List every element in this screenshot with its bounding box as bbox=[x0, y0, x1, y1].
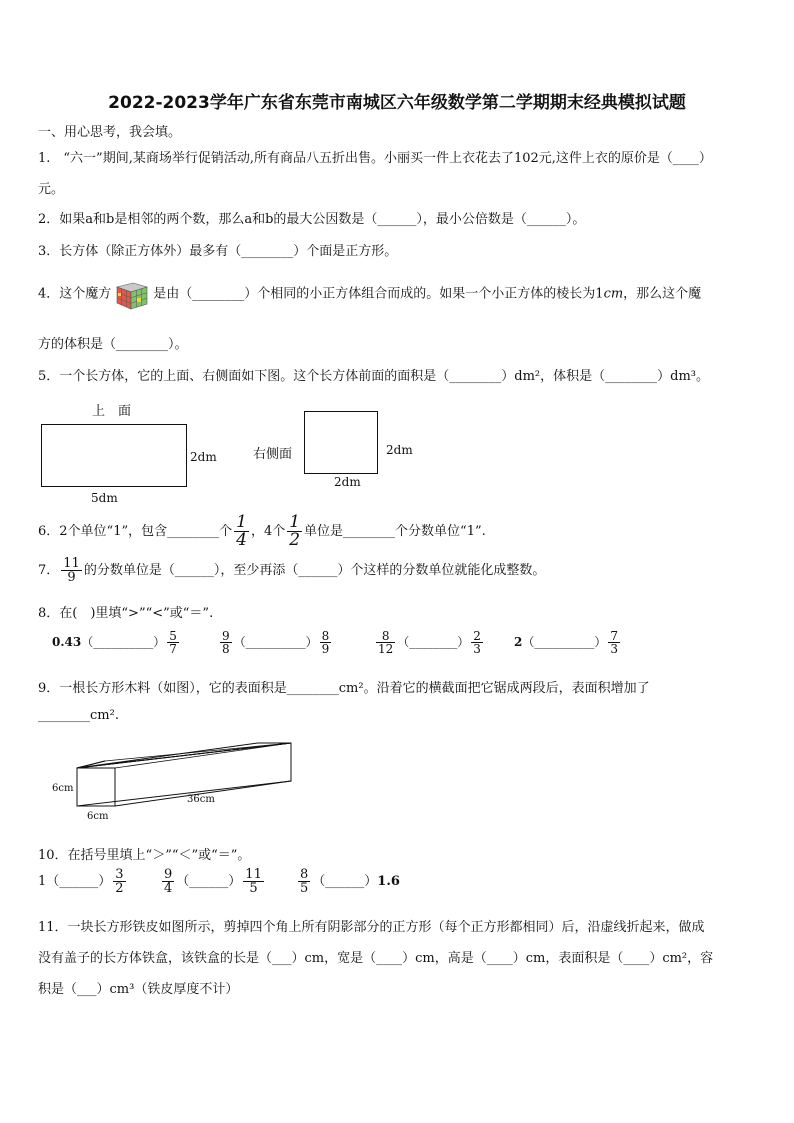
right-face-height-label: 2dm bbox=[386, 443, 413, 457]
fraction-denominator: 8 bbox=[222, 642, 230, 656]
question-7 bbox=[38, 557, 545, 584]
fraction-denominator: 5 bbox=[300, 881, 309, 896]
beam-height-label: 6cm bbox=[52, 783, 74, 794]
number-right: 1.6 bbox=[377, 874, 400, 889]
question-8-item-2 bbox=[218, 630, 333, 655]
rubiks-cube-icon bbox=[115, 278, 149, 310]
question-11-line-3: 积是（___）cm³（铁皮厚度不计） bbox=[38, 982, 239, 997]
fraction-numerator: 2 bbox=[473, 629, 481, 643]
question-8-item-3 bbox=[374, 630, 485, 655]
fraction-denominator: 2 bbox=[289, 530, 301, 550]
fraction-denominator: 4 bbox=[164, 881, 173, 896]
question-4-line-2: 方的体积是（________）。 bbox=[38, 337, 188, 352]
top-face-width-label: 2dm bbox=[190, 450, 217, 464]
number-left: 0.43 bbox=[52, 635, 82, 649]
fraction-denominator: 2 bbox=[115, 881, 124, 896]
fraction-numerator: 9 bbox=[222, 629, 230, 643]
top-face-rectangle bbox=[41, 424, 187, 487]
fraction-right bbox=[608, 630, 620, 655]
question-10-item-2 bbox=[160, 868, 266, 895]
beam-length-label: 36cm bbox=[187, 794, 215, 805]
fraction-numerator: 5 bbox=[169, 629, 177, 643]
question-1-line-2: 元。 bbox=[38, 182, 65, 197]
fraction-denominator: 9 bbox=[61, 570, 82, 584]
fraction-numerator: 8 bbox=[321, 629, 330, 643]
question-10: 10．在括号里填上“＞”“＜”或“＝”。 bbox=[38, 848, 251, 863]
fraction-left bbox=[162, 868, 174, 895]
fraction-denominator: 7 bbox=[169, 642, 177, 656]
fraction-numerator: 11 bbox=[245, 867, 262, 882]
answer-blank: （________） bbox=[397, 635, 470, 649]
fraction-right bbox=[167, 630, 179, 655]
fraction-right bbox=[243, 868, 264, 895]
fraction-right bbox=[471, 630, 483, 655]
page-title: 2022-2023学年广东省东莞市南城区六年级数学第二学期期末经典模拟试题 bbox=[108, 93, 686, 113]
question-7-post: 的分数单位是（______），至少再添（______）个这样的分数单位就能化成整数。 bbox=[83, 563, 546, 578]
answer-blank: （__________） bbox=[522, 635, 607, 649]
question-4-pre: 4．这个魔方 bbox=[38, 286, 112, 302]
fraction-denominator: 12 bbox=[378, 642, 394, 656]
question-8: 8．在( )里填“>”“<”或“＝”. bbox=[38, 606, 214, 621]
question-9-line-1: 9．一根长方形木料（如图），它的表面积是________cm²。沿着它的横截面把它锯成两段后，表面积增加了 bbox=[38, 681, 650, 696]
fraction-left bbox=[376, 630, 395, 655]
fraction-denominator: 5 bbox=[243, 881, 264, 895]
section-heading: 一、用心思考，我会填。 bbox=[38, 125, 182, 140]
question-4-line-1 bbox=[38, 278, 701, 310]
fraction-numerator: 7 bbox=[610, 629, 619, 643]
answer-blank: （__________） bbox=[81, 635, 166, 649]
fraction-numerator: 1 bbox=[289, 512, 301, 532]
top-face-length-label: 5dm bbox=[91, 491, 118, 505]
fraction-one-quarter bbox=[234, 514, 249, 549]
question-8-item-1 bbox=[52, 630, 181, 655]
fraction-right bbox=[320, 630, 332, 655]
question-1-line-1: 1. “六一”期间,某商场举行促销活动,所有商品八五折出售。小丽买一件上衣花去了102元,这件上衣的原价是（____） bbox=[38, 151, 712, 166]
question-5: 5．一个长方体，它的上面、右侧面如下图。这个长方体前面的面积是（________）dm²，体积是（________）dm³。 bbox=[38, 369, 709, 384]
fraction-denominator: 4 bbox=[236, 530, 247, 550]
question-3: 3．长方体（除正方体外）最多有（________）个面是正方形。 bbox=[38, 244, 398, 259]
answer-blank: （______） bbox=[312, 874, 378, 889]
wooden-beam-diagram bbox=[40, 738, 310, 828]
question-7-pre: 7． bbox=[38, 563, 60, 578]
question-6-post: 单位是________个分数单位“1”. bbox=[304, 524, 486, 539]
fraction-numerator: 1 bbox=[236, 512, 247, 532]
question-6-pre: 6．2个单位“1”，包含________个 bbox=[38, 524, 233, 539]
right-face-label: 右侧面 bbox=[253, 447, 293, 462]
fraction-left bbox=[220, 630, 232, 655]
fraction-eleven-ninths bbox=[61, 557, 82, 584]
fraction-numerator: 8 bbox=[381, 629, 390, 643]
question-4-post: 是由（________）个相同的小正方体组合而成的。如果一个小正方体的棱长为1 bbox=[153, 286, 604, 302]
unit-cm: cm bbox=[603, 286, 624, 302]
fraction-denominator: 9 bbox=[321, 642, 330, 656]
number-left: 2 bbox=[514, 635, 523, 649]
question-6 bbox=[38, 514, 486, 549]
question-11-line-2: 没有盖子的长方体铁盒，该铁盒的长是（___）cm，宽是（____）cm，高是（____）cm，表面积是（____）cm²，容 bbox=[38, 951, 714, 966]
fraction-right bbox=[113, 868, 125, 895]
fraction-numerator: 8 bbox=[300, 867, 309, 882]
answer-blank: （__________） bbox=[233, 635, 318, 649]
right-face-square bbox=[304, 411, 378, 474]
answer-blank: （______） bbox=[176, 874, 242, 889]
question-4-post-2: ，那么这个魔 bbox=[623, 286, 702, 302]
question-10-item-1 bbox=[38, 868, 128, 895]
fraction-left bbox=[298, 868, 310, 895]
fraction-numerator: 11 bbox=[63, 556, 80, 571]
question-11-line-1: 11．一块长方形铁皮如图所示，剪掉四个角上所有阴影部分的正方形（每个正方形都相同）后，沿虚线折起来，做成 bbox=[38, 920, 705, 935]
beam-width-label: 6cm bbox=[87, 811, 109, 822]
question-8-item-4 bbox=[514, 630, 622, 655]
answer-blank: （______） bbox=[46, 874, 112, 889]
question-9-line-2: ________cm². bbox=[38, 708, 119, 723]
right-face-width-label: 2dm bbox=[334, 475, 361, 489]
fraction-denominator: 3 bbox=[610, 642, 619, 656]
fraction-one-half bbox=[287, 514, 302, 549]
question-10-item-3 bbox=[296, 868, 400, 895]
question-2: 2．如果a和b是相邻的两个数，那么a和b的最大公因数是（______），最小公倍数是（______）。 bbox=[38, 212, 586, 227]
fraction-numerator: 3 bbox=[115, 867, 124, 882]
question-6-mid: ，4个 bbox=[250, 524, 286, 539]
top-face-label: 上 面 bbox=[92, 404, 132, 419]
number-left: 1 bbox=[38, 874, 47, 889]
fraction-numerator: 9 bbox=[164, 867, 173, 882]
fraction-denominator: 3 bbox=[473, 642, 481, 656]
